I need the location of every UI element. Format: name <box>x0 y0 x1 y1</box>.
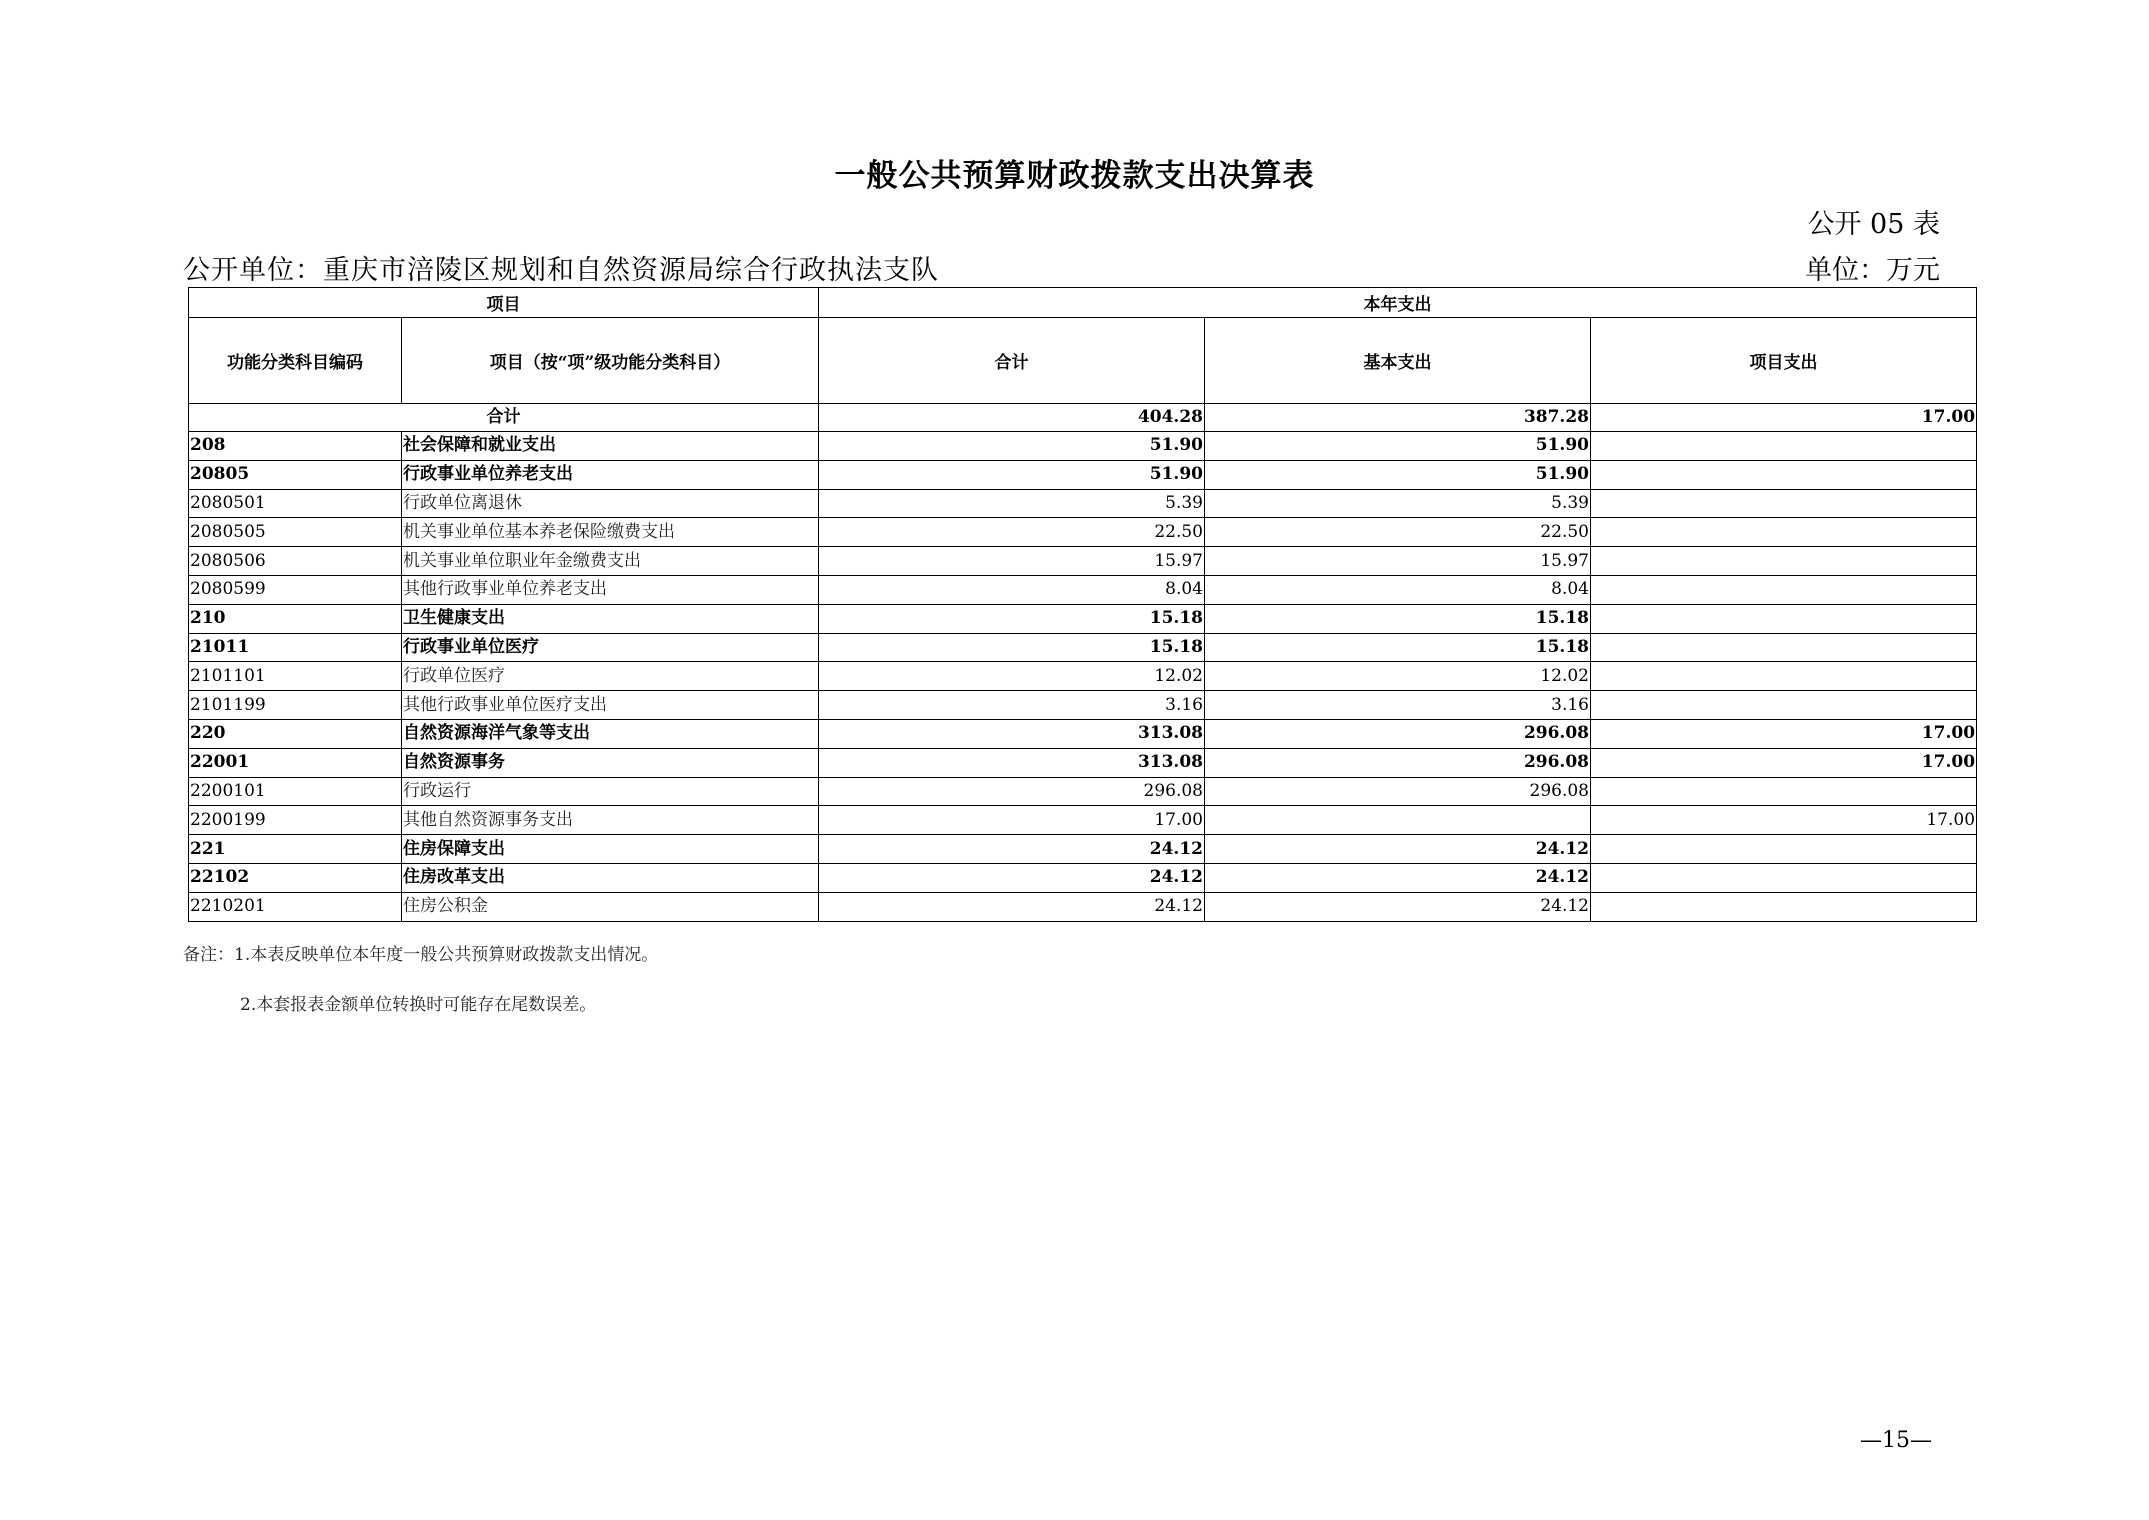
row-basic: 8.04 <box>1205 575 1591 604</box>
row-project <box>1591 489 1977 518</box>
header-row-2 <box>189 318 1977 404</box>
row-project: 17.00 <box>1591 806 1977 835</box>
row-code: 221 <box>189 835 402 864</box>
header-total: 合计 <box>819 318 1205 404</box>
row-project <box>1591 518 1977 547</box>
row-basic: 51.90 <box>1205 460 1591 489</box>
total-amount: 404.28 <box>819 404 1205 432</box>
row-code: 22102 <box>189 863 402 892</box>
row-total: 3.16 <box>819 691 1205 720</box>
table-row <box>189 575 1977 604</box>
row-name: 机关事业单位基本养老保险缴费支出 <box>402 518 819 547</box>
report-title: 一般公共预算财政拨款支出决算表 <box>834 158 1315 194</box>
row-total: 313.08 <box>819 719 1205 748</box>
row-name: 行政事业单位养老支出 <box>402 460 819 489</box>
table-row <box>189 518 1977 547</box>
table-row <box>189 489 1977 518</box>
row-code: 2210201 <box>189 892 402 921</box>
row-project <box>1591 460 1977 489</box>
row-name: 行政单位医疗 <box>402 662 819 691</box>
row-basic: 296.08 <box>1205 777 1591 806</box>
row-project <box>1591 892 1977 921</box>
expenditure-table <box>188 287 1977 922</box>
row-basic: 24.12 <box>1205 835 1591 864</box>
row-project <box>1591 604 1977 633</box>
row-name: 行政运行 <box>402 777 819 806</box>
row-code: 2080599 <box>189 575 402 604</box>
row-project <box>1591 662 1977 691</box>
row-name: 其他行政事业单位医疗支出 <box>402 691 819 720</box>
row-basic: 296.08 <box>1205 748 1591 777</box>
note-1: 备注：1.本表反映单位本年度一般公共预算财政拨款支出情况。 <box>183 945 659 965</box>
reporting-unit: 公开单位：重庆市涪陵区规划和自然资源局综合行政执法支队 <box>183 255 939 286</box>
row-name: 自然资源事务 <box>402 748 819 777</box>
row-basic: 12.02 <box>1205 662 1591 691</box>
row-total: 24.12 <box>819 863 1205 892</box>
row-name: 住房保障支出 <box>402 835 819 864</box>
row-project <box>1591 863 1977 892</box>
header-project-expenditure: 项目支出 <box>1591 318 1977 404</box>
total-row <box>189 404 1977 432</box>
row-basic: 22.50 <box>1205 518 1591 547</box>
header-project: 项目 <box>189 288 819 318</box>
row-code: 2200101 <box>189 777 402 806</box>
row-total: 15.18 <box>819 604 1205 633</box>
row-project <box>1591 575 1977 604</box>
header-row-1 <box>189 288 1977 318</box>
total-basic: 387.28 <box>1205 404 1591 432</box>
row-basic <box>1205 806 1591 835</box>
row-code: 21011 <box>189 633 402 662</box>
row-total: 296.08 <box>819 777 1205 806</box>
row-code: 2200199 <box>189 806 402 835</box>
row-name: 自然资源海洋气象等支出 <box>402 719 819 748</box>
row-name: 其他行政事业单位养老支出 <box>402 575 819 604</box>
table-row <box>189 604 1977 633</box>
row-basic: 24.12 <box>1205 892 1591 921</box>
table-body <box>189 404 1977 922</box>
table-row <box>189 633 1977 662</box>
row-total: 17.00 <box>819 806 1205 835</box>
row-name: 行政事业单位医疗 <box>402 633 819 662</box>
money-unit: 单位：万元 <box>1805 255 1940 286</box>
row-code: 2080506 <box>189 547 402 576</box>
row-name: 机关事业单位职业年金缴费支出 <box>402 547 819 576</box>
row-code: 2080505 <box>189 518 402 547</box>
row-code: 208 <box>189 432 402 461</box>
row-project <box>1591 691 1977 720</box>
row-total: 51.90 <box>819 460 1205 489</box>
note-2: 2.本套报表金额单位转换时可能存在尾数误差。 <box>240 995 597 1015</box>
row-name: 行政单位离退休 <box>402 489 819 518</box>
row-code: 220 <box>189 719 402 748</box>
header-item: 项目（按“项”级功能分类科目） <box>402 318 819 404</box>
header-code: 功能分类科目编码 <box>189 318 402 404</box>
table-row <box>189 863 1977 892</box>
row-total: 24.12 <box>819 835 1205 864</box>
table-row <box>189 432 1977 461</box>
row-basic: 15.18 <box>1205 604 1591 633</box>
row-basic: 15.97 <box>1205 547 1591 576</box>
row-project: 17.00 <box>1591 748 1977 777</box>
table-row <box>189 748 1977 777</box>
row-name: 住房公积金 <box>402 892 819 921</box>
row-total: 12.02 <box>819 662 1205 691</box>
row-name: 住房改革支出 <box>402 863 819 892</box>
table-row <box>189 547 1977 576</box>
row-basic: 5.39 <box>1205 489 1591 518</box>
row-name: 其他自然资源事务支出 <box>402 806 819 835</box>
row-project <box>1591 432 1977 461</box>
header-current-year: 本年支出 <box>819 288 1977 318</box>
row-basic: 51.90 <box>1205 432 1591 461</box>
row-name: 卫生健康支出 <box>402 604 819 633</box>
row-basic: 15.18 <box>1205 633 1591 662</box>
table-row <box>189 662 1977 691</box>
row-code: 2101101 <box>189 662 402 691</box>
row-total: 8.04 <box>819 575 1205 604</box>
table-row <box>189 460 1977 489</box>
row-code: 20805 <box>189 460 402 489</box>
table-row <box>189 806 1977 835</box>
row-code: 210 <box>189 604 402 633</box>
row-project <box>1591 547 1977 576</box>
row-total: 15.97 <box>819 547 1205 576</box>
row-total: 22.50 <box>819 518 1205 547</box>
page-number: —15— <box>1860 1428 1932 1453</box>
row-basic: 296.08 <box>1205 719 1591 748</box>
row-total: 15.18 <box>819 633 1205 662</box>
table-row <box>189 719 1977 748</box>
row-total: 5.39 <box>819 489 1205 518</box>
table-row <box>189 691 1977 720</box>
table-row <box>189 835 1977 864</box>
table-row <box>189 892 1977 921</box>
row-project: 17.00 <box>1591 719 1977 748</box>
total-label: 合计 <box>189 404 819 432</box>
row-code: 22001 <box>189 748 402 777</box>
row-project <box>1591 777 1977 806</box>
form-number: 公开 05 表 <box>1807 209 1940 240</box>
row-code: 2101199 <box>189 691 402 720</box>
row-project <box>1591 633 1977 662</box>
header-basic: 基本支出 <box>1205 318 1591 404</box>
row-basic: 24.12 <box>1205 863 1591 892</box>
row-total: 313.08 <box>819 748 1205 777</box>
row-total: 24.12 <box>819 892 1205 921</box>
row-total: 51.90 <box>819 432 1205 461</box>
row-code: 2080501 <box>189 489 402 518</box>
total-project: 17.00 <box>1591 404 1977 432</box>
table-row <box>189 777 1977 806</box>
row-basic: 3.16 <box>1205 691 1591 720</box>
row-name: 社会保障和就业支出 <box>402 432 819 461</box>
row-project <box>1591 835 1977 864</box>
